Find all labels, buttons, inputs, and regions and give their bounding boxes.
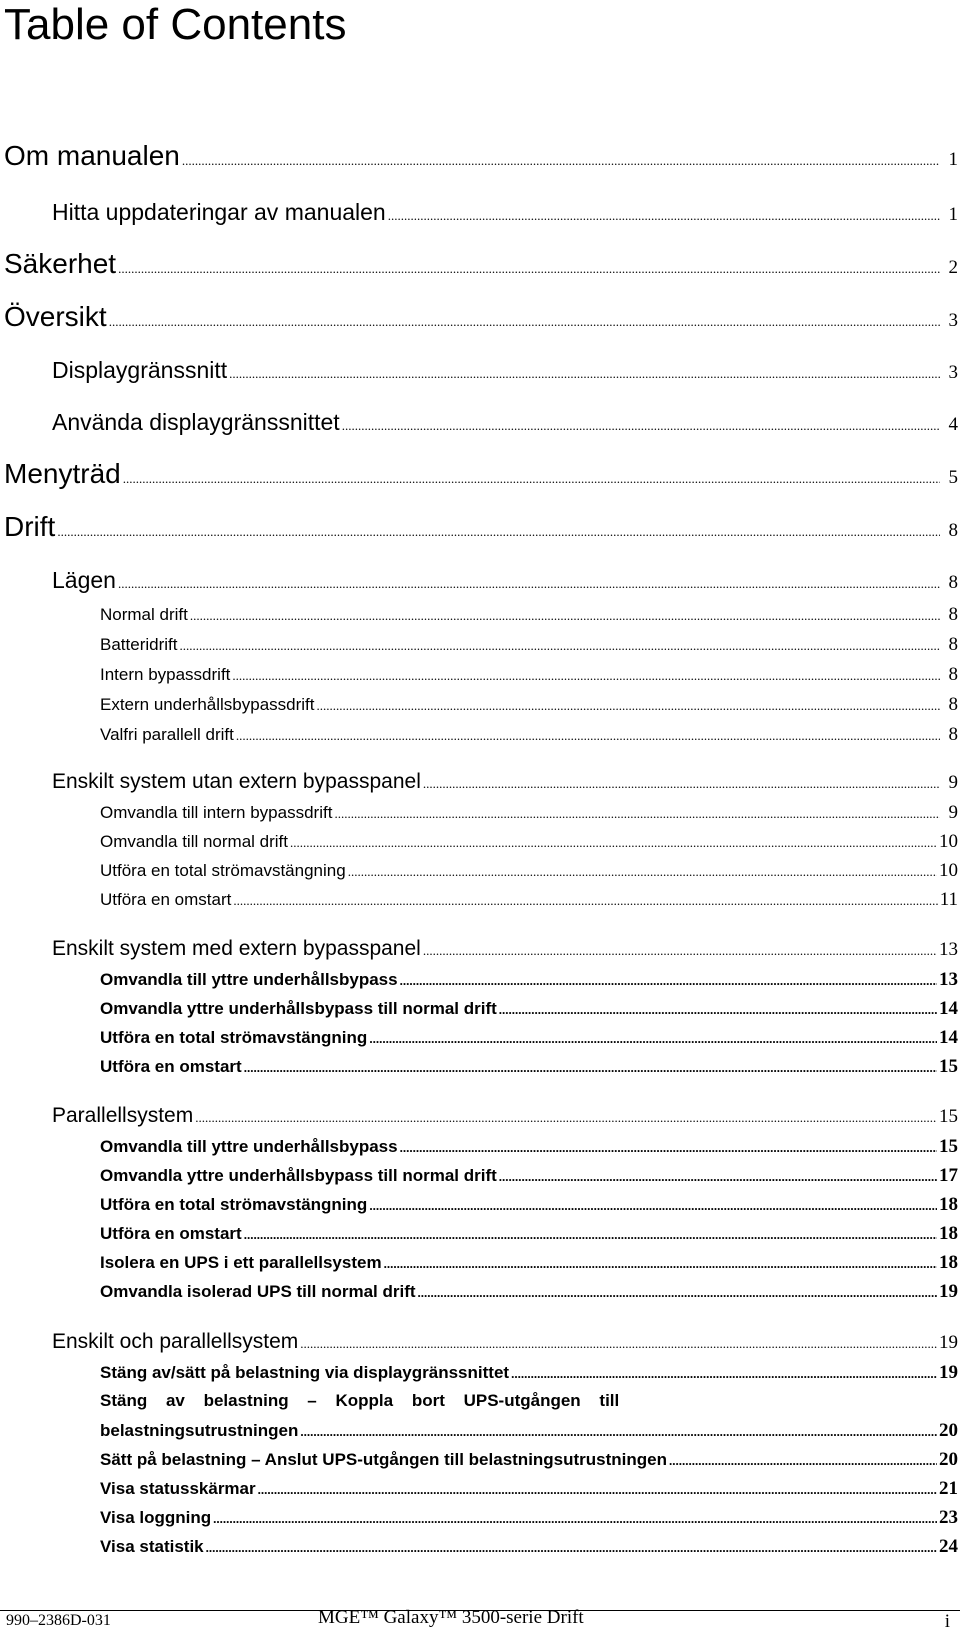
toc-entry[interactable] [100, 1362, 960, 1384]
footer-doc-number: 990–2386D-031 [6, 1612, 111, 1629]
toc-entry-label: Säkerhet [4, 248, 117, 279]
toc-entry-label: Enskilt och parallellsystem [52, 1330, 299, 1353]
dot-leader [233, 893, 937, 909]
toc-entry[interactable] [52, 937, 960, 961]
dot-leader [118, 261, 940, 277]
toc-entry-first-line[interactable]: Stäng av belastning – Koppla bort UPS-utgången till [100, 1391, 620, 1410]
toc-page-number: 3 [948, 362, 958, 383]
toc-entry-label: Omvandla yttre underhållsbypass till normal drift [100, 999, 497, 1018]
toc-entry[interactable] [100, 724, 960, 746]
toc-entry-label: Valfri parallell drift [100, 725, 234, 744]
toc-page-number: 9 [948, 772, 958, 793]
dot-leader [182, 153, 940, 169]
dot-leader [669, 1453, 937, 1469]
dot-leader [258, 1482, 937, 1498]
toc-page-number: 9 [948, 802, 958, 823]
toc-entry-label: Hitta uppdateringar av manualen [52, 199, 386, 225]
toc-entry-label: Utföra en omstart [100, 890, 232, 909]
toc-entry[interactable] [100, 1536, 960, 1558]
toc-page-number: 4 [948, 414, 958, 435]
dot-leader [244, 1060, 937, 1076]
toc-entry[interactable] [100, 1056, 960, 1078]
dot-leader [499, 1169, 937, 1185]
toc-entry[interactable] [4, 248, 960, 280]
toc-entry[interactable] [100, 1136, 960, 1158]
toc-page-number: 13 [939, 969, 958, 990]
dot-leader [348, 864, 937, 880]
dot-leader [109, 314, 940, 330]
toc-entry[interactable] [100, 889, 960, 911]
toc-entry[interactable] [52, 770, 960, 794]
dot-leader [236, 728, 940, 744]
toc-page-number: 19 [939, 1281, 958, 1302]
toc-entry-label: Parallellsystem [52, 1104, 194, 1127]
toc-entry[interactable] [100, 969, 960, 991]
dot-leader [195, 1110, 937, 1126]
toc-entry-label: Omvandla till intern bypassdrift [100, 803, 333, 822]
toc-page-number: 18 [939, 1194, 958, 1215]
toc-entry-label: Omvandla till yttre underhållsbypass [100, 1137, 398, 1156]
toc-page-number: 8 [948, 634, 958, 655]
toc-entry[interactable] [100, 1420, 960, 1442]
toc-entry[interactable] [100, 1165, 960, 1187]
toc-page-number: 8 [948, 572, 958, 593]
toc-entry[interactable] [4, 458, 960, 490]
toc-page-number: 23 [939, 1507, 958, 1528]
toc-page-number: 10 [939, 860, 958, 881]
toc-entry[interactable] [100, 998, 960, 1020]
toc-entry-label: Lägen [52, 567, 116, 593]
toc-entry-label: Intern bypassdrift [100, 665, 231, 684]
toc-entry-label: Omvandla till yttre underhållsbypass [100, 970, 398, 989]
toc-page-number: 24 [939, 1536, 958, 1557]
dot-leader [317, 698, 940, 714]
toc-entry-label: Omvandla yttre underhållsbypass till normal drift [100, 1166, 497, 1185]
dot-leader [229, 366, 940, 382]
toc-entry[interactable] [100, 664, 960, 686]
toc-page-number: 15 [939, 1106, 958, 1127]
footer-page-number: i [944, 1611, 950, 1632]
toc-page-number: 5 [948, 467, 958, 488]
toc-entry-label: Omvandla isolerad UPS till normal drift [100, 1282, 416, 1301]
toc-page-number: 11 [939, 889, 958, 910]
toc-entry[interactable] [100, 1027, 960, 1049]
toc-page-number: 3 [948, 310, 958, 331]
toc-page-number: 15 [939, 1136, 958, 1157]
toc-entry-label: Omvandla till normal drift [100, 832, 289, 851]
toc-entry-label: Extern underhållsbypassdrift [100, 695, 315, 714]
toc-entry-label: belastningsutrustningen [100, 1421, 299, 1440]
toc-entry[interactable] [100, 1507, 960, 1529]
toc-entry-label: Isolera en UPS i ett parallellsystem [100, 1253, 382, 1272]
toc-entry-label: Enskilt system med extern bypasspanel [52, 937, 421, 960]
toc-page-number: 18 [939, 1252, 958, 1273]
toc-entry-label: Utföra en total strömavstängning [100, 1195, 368, 1214]
toc-page-number: 20 [939, 1449, 958, 1470]
toc-entry-label: Visa statistik [100, 1537, 204, 1556]
toc-entry[interactable] [100, 604, 960, 626]
toc-entry-label: Visa statusskärmar [100, 1479, 256, 1498]
page-title: Table of Contents [4, 0, 347, 49]
toc-entry[interactable] [100, 802, 960, 824]
toc-entry-label: Om manualen [4, 140, 180, 171]
toc-page-number: 13 [939, 939, 958, 960]
dot-leader [290, 835, 937, 851]
toc-page-number: 20 [939, 1420, 958, 1441]
toc-entry[interactable] [52, 567, 960, 594]
toc-entry-label: Utföra en omstart [100, 1057, 242, 1076]
toc-entry-label: Utföra en total strömavstängning [100, 861, 346, 880]
toc-entry[interactable] [52, 357, 960, 384]
toc-entry[interactable] [100, 1478, 960, 1500]
dot-leader [57, 524, 940, 540]
toc-page-number: 18 [939, 1223, 958, 1244]
toc-entry-label: Använda displaygränssnittet [52, 409, 340, 435]
toc-page-number: 8 [948, 724, 958, 745]
toc-page-number: 19 [939, 1332, 958, 1353]
toc-entry-label: Displaygränssnitt [52, 357, 228, 383]
dot-leader [300, 1424, 937, 1440]
toc-page-number: 14 [939, 1027, 958, 1048]
footer-doc-title: MGE™ Galaxy™ 3500-serie Drift [318, 1607, 584, 1628]
dot-leader [369, 1198, 937, 1214]
dot-leader [369, 1031, 937, 1047]
dot-leader [179, 638, 940, 654]
toc-entry[interactable] [100, 1223, 960, 1245]
toc-entry[interactable] [100, 694, 960, 716]
dot-leader [342, 418, 940, 434]
dot-leader [499, 1002, 937, 1018]
toc-page-number: 14 [939, 998, 958, 1019]
dot-leader [123, 471, 940, 487]
dot-leader [400, 1140, 937, 1156]
toc-entry[interactable] [100, 634, 960, 656]
toc-entry-label: Sätt på belastning – Anslut UPS-utgången till belastningsutrustningen [100, 1450, 668, 1469]
toc-entry[interactable] [52, 1104, 960, 1128]
toc-entry-label: Menyträd [4, 458, 121, 489]
toc-page-number: 17 [939, 1165, 958, 1186]
dot-leader [118, 576, 940, 592]
toc-entry-label: Utföra en total strömavstängning [100, 1028, 368, 1047]
toc-entry[interactable] [100, 1252, 960, 1274]
toc-page-number: 8 [948, 664, 958, 685]
toc-entry[interactable] [100, 860, 960, 882]
toc-page-number: 8 [948, 520, 958, 541]
toc-page-number: 15 [939, 1056, 958, 1077]
toc-entry-label: Utföra en omstart [100, 1224, 242, 1243]
toc-entry-label: Enskilt system utan extern bypasspanel [52, 770, 421, 793]
dot-leader [190, 608, 940, 624]
dot-leader [423, 776, 940, 792]
toc-entry-label: Visa loggning [100, 1508, 212, 1527]
dot-leader [244, 1227, 937, 1243]
toc-entry-label: Drift [4, 511, 56, 542]
dot-leader [213, 1511, 937, 1527]
toc-entry[interactable] [4, 511, 960, 543]
toc-entry[interactable] [52, 409, 960, 436]
toc-entry-label: Batteridrift [100, 635, 178, 654]
dot-leader [388, 208, 940, 224]
toc-page-number: 10 [939, 831, 958, 852]
toc-entry-label: Stäng av/sätt på belastning via displaygränssnittet [100, 1363, 510, 1382]
toc-entry[interactable] [52, 1330, 960, 1354]
dot-leader [232, 668, 940, 684]
toc-entry[interactable] [100, 1449, 960, 1471]
toc-page-number: 21 [939, 1478, 958, 1499]
dot-leader [206, 1540, 937, 1556]
dot-leader [384, 1256, 937, 1272]
toc-entry-label: Normal drift [100, 605, 188, 624]
dot-leader [418, 1285, 937, 1301]
dot-leader [400, 973, 937, 989]
toc-entry[interactable] [100, 1281, 960, 1303]
toc-entry[interactable] [100, 831, 960, 853]
dot-leader [334, 806, 940, 822]
toc-page-number: 2 [948, 257, 958, 278]
toc-page-number: 1 [948, 149, 958, 170]
dot-leader [300, 1336, 937, 1352]
toc-page-number: 8 [948, 694, 958, 715]
toc-entry[interactable] [52, 199, 960, 226]
toc-entry-label: Översikt [4, 301, 107, 332]
toc-entry[interactable] [100, 1194, 960, 1216]
toc-page-number: 1 [948, 204, 958, 225]
dot-leader [511, 1366, 937, 1382]
toc-page-number: 19 [939, 1362, 958, 1383]
toc-entry[interactable] [4, 301, 960, 333]
toc-page-number: 8 [948, 604, 958, 625]
toc-entry[interactable] [4, 140, 960, 172]
dot-leader [423, 943, 937, 959]
